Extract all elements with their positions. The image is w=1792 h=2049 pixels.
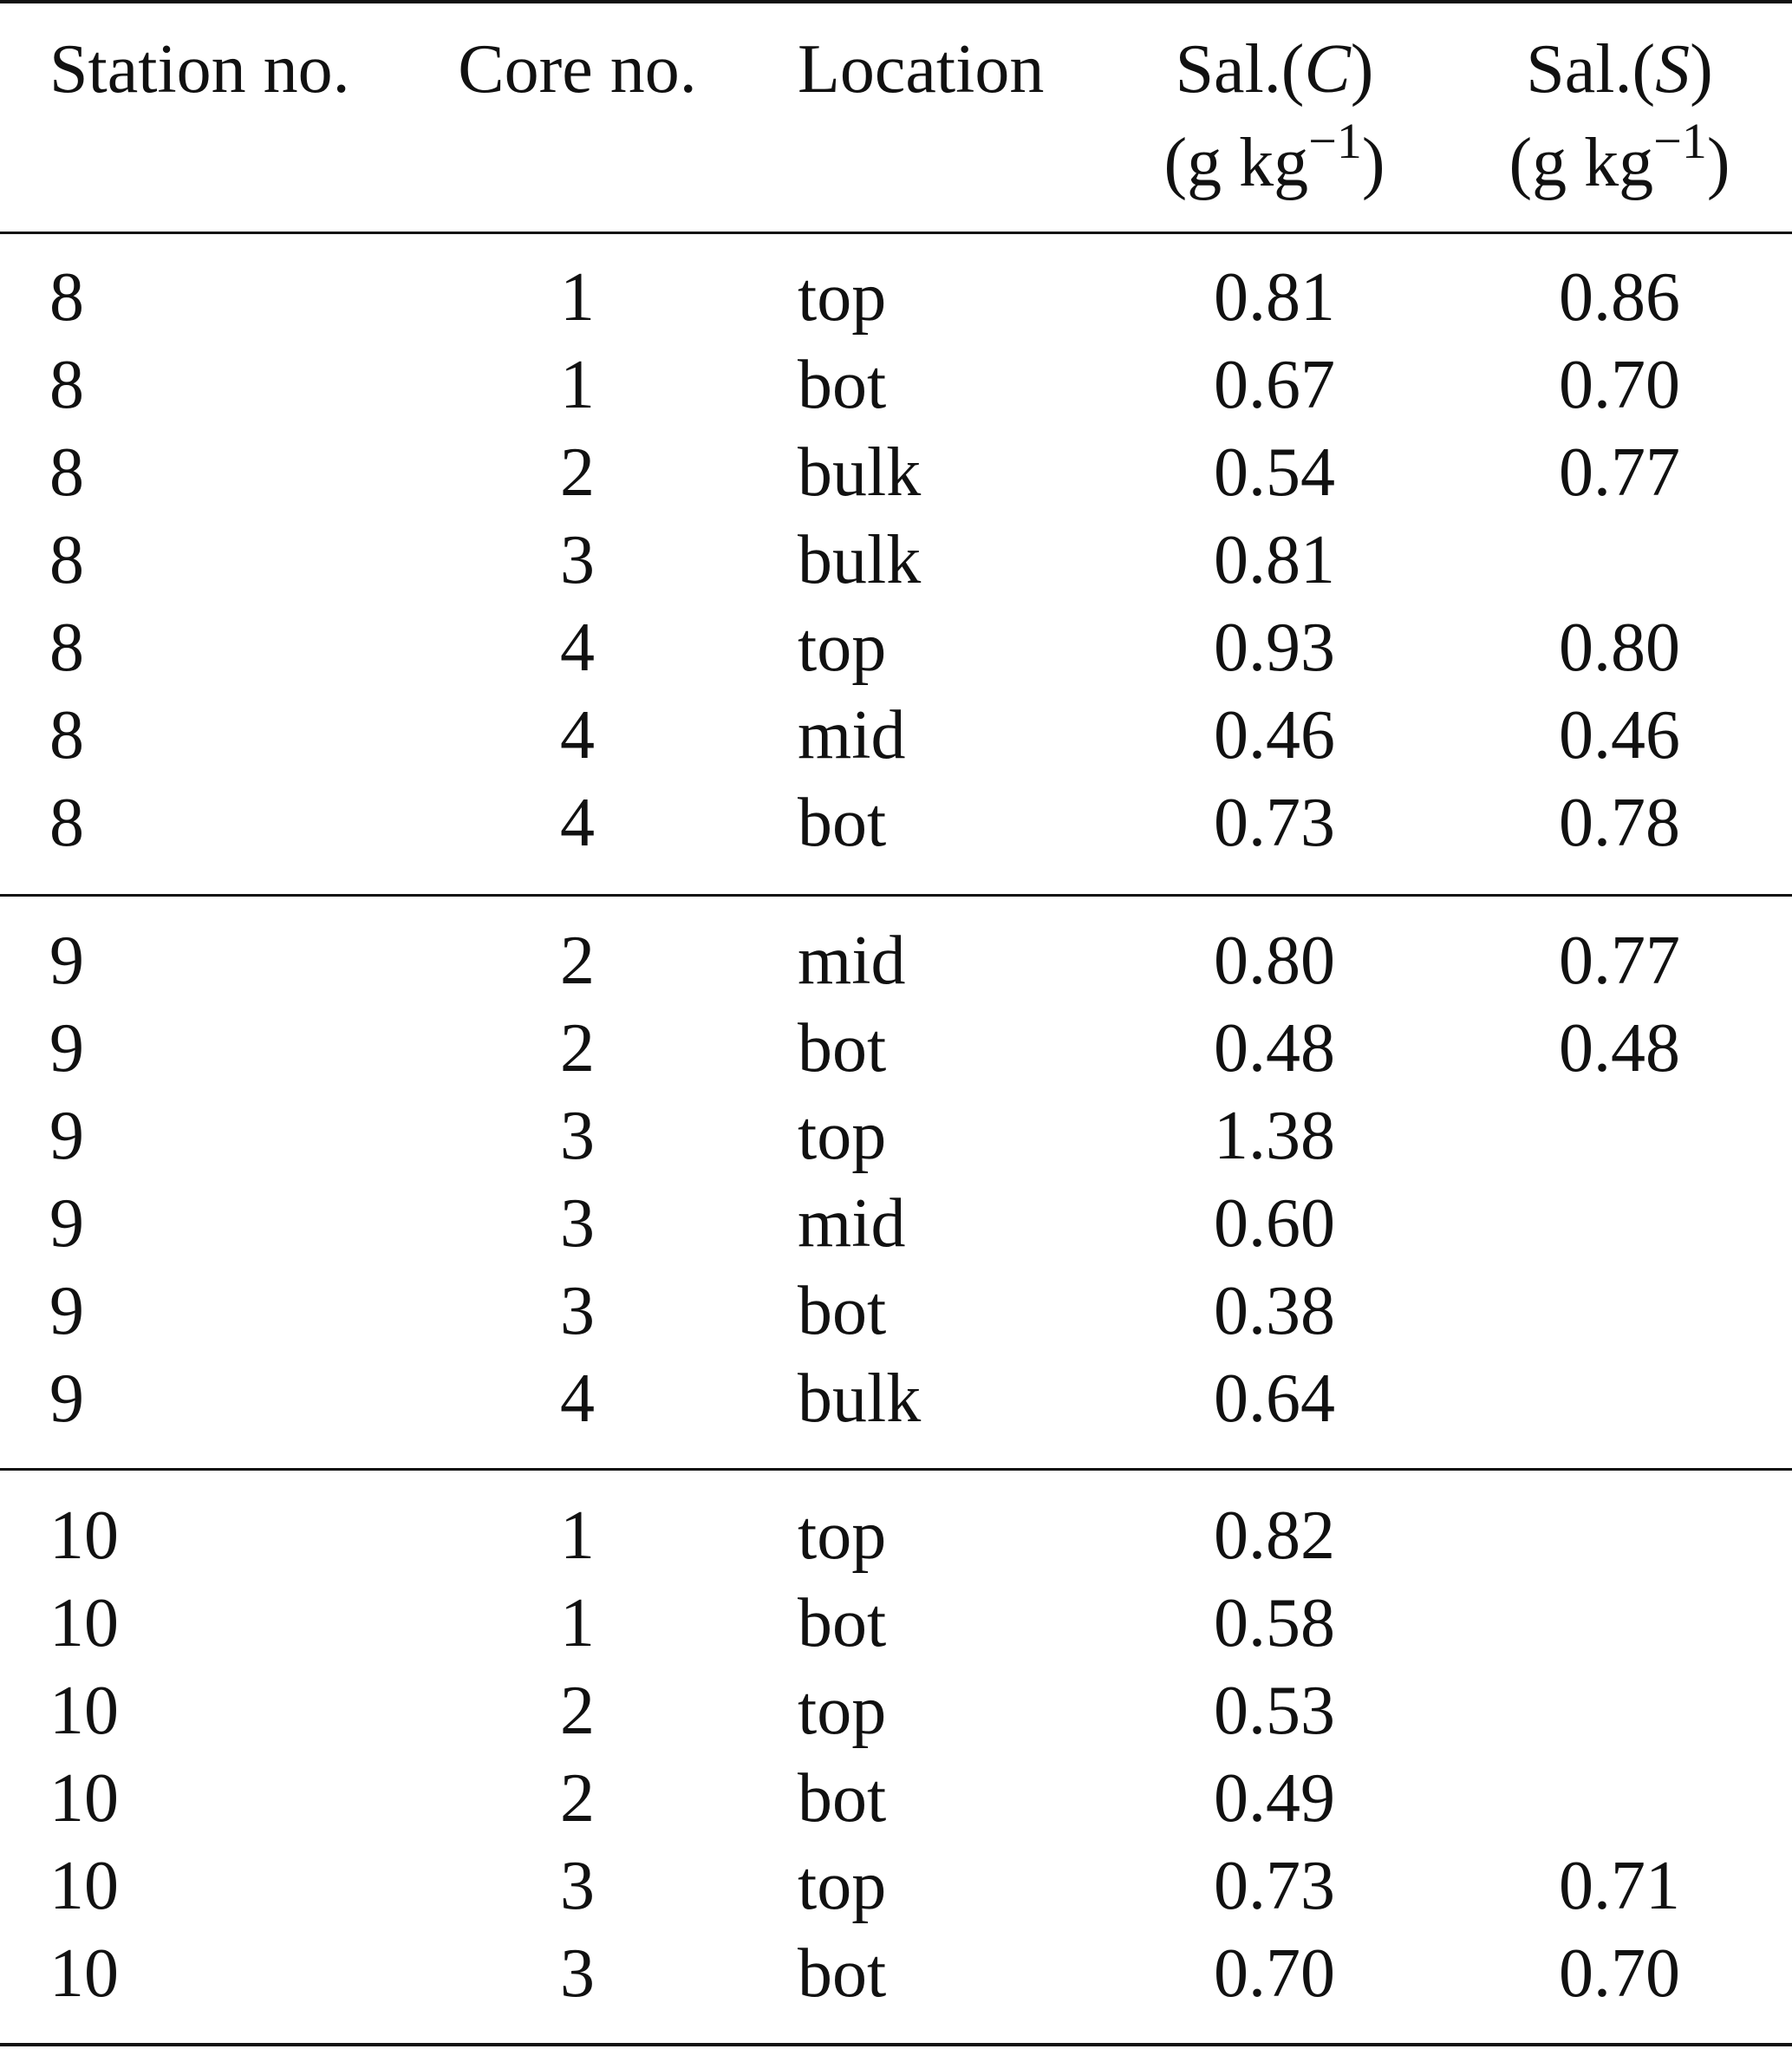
cell-location: [798, 522, 922, 598]
cell-station-text: 8: [49, 259, 84, 336]
cell-core-text: 3: [560, 1273, 595, 1349]
cell-location: [798, 923, 906, 999]
cell-location-text: bot: [798, 1935, 887, 2012]
cell-location: [798, 1361, 922, 1437]
cell-location-text: top: [798, 1673, 887, 1749]
cell-sal-c-text: 0.81: [1214, 522, 1335, 598]
cell-location-text: bot: [798, 347, 887, 423]
cell-core-text: 4: [560, 1361, 595, 1437]
cell-station-text: 10: [49, 1498, 119, 1574]
cell-location: [798, 259, 887, 336]
cell-sal-s-text: 0.70: [1559, 1935, 1680, 2012]
cell-station-text: 9: [49, 1273, 84, 1349]
cell-station: [49, 522, 84, 598]
cell-location: [798, 1185, 906, 1262]
cell-location-text: bot: [798, 1010, 887, 1086]
cell-core-text: 4: [560, 697, 595, 773]
cell-sal-c-text: 0.82: [1214, 1498, 1335, 1574]
cell-core-text: 3: [560, 1848, 595, 1924]
cell-station-text: 8: [49, 347, 84, 423]
header-station: Station no.: [49, 31, 350, 108]
cell-core-text: 3: [560, 1098, 595, 1174]
cell-station-text: 10: [49, 1935, 119, 2012]
cell-station: [49, 1585, 119, 1661]
cell-core-text: 2: [560, 1760, 595, 1837]
cell-station: [49, 434, 84, 511]
cell-sal-c-text: 0.54: [1214, 434, 1335, 511]
cell-core-text: 1: [560, 259, 595, 336]
cell-location-text: bot: [798, 1585, 887, 1661]
cell-sal-c-text: 0.49: [1214, 1760, 1335, 1837]
cell-sal-c-text: 1.38: [1214, 1098, 1335, 1174]
cell-station: [49, 785, 84, 861]
cell-sal-c-text: 0.67: [1214, 347, 1335, 423]
cell-station: [49, 610, 84, 686]
cell-station: [49, 1361, 84, 1437]
cell-location: [798, 1848, 887, 1924]
cell-station-text: 10: [49, 1673, 119, 1749]
cell-location: [798, 1498, 887, 1574]
cell-station-text: 8: [49, 522, 84, 598]
cell-sal-s-text: 0.77: [1559, 923, 1680, 999]
cell-sal-s-text: 0.48: [1559, 1010, 1680, 1086]
cell-location-text: bot: [798, 785, 887, 861]
cell-station-text: 9: [49, 1185, 84, 1262]
cell-station-text: 9: [49, 1010, 84, 1086]
cell-station: [49, 259, 84, 336]
cell-sal-s-text: 0.46: [1559, 697, 1680, 773]
cell-station: [49, 1185, 84, 1262]
cell-sal-c-text: 0.46: [1214, 697, 1335, 773]
cell-location: [798, 1673, 887, 1749]
cell-location: [798, 347, 887, 423]
cell-location-text: mid: [798, 923, 906, 999]
cell-sal-c-text: 0.80: [1214, 923, 1335, 999]
cell-station: [49, 1273, 84, 1349]
cell-core-text: 2: [560, 434, 595, 511]
cell-sal-s-text: 0.70: [1559, 347, 1680, 423]
cell-location-text: top: [798, 610, 887, 686]
cell-location-text: top: [798, 1848, 887, 1924]
cell-station: [49, 1010, 84, 1086]
cell-core-text: 1: [560, 1585, 595, 1661]
cell-station: [49, 1760, 119, 1837]
cell-station-text: 8: [49, 785, 84, 861]
cell-location: [798, 1935, 887, 2012]
cell-station: [49, 347, 84, 423]
cell-location: [798, 1098, 887, 1174]
cell-location-text: bot: [798, 1273, 887, 1349]
cell-sal-c-text: 0.81: [1214, 259, 1335, 336]
cell-location: [798, 1273, 887, 1349]
cell-core-text: 1: [560, 1498, 595, 1574]
header-location: Location: [798, 31, 1045, 108]
cell-station: [49, 1098, 84, 1174]
cell-core-text: 4: [560, 785, 595, 861]
cell-sal-c-text: 0.64: [1214, 1361, 1335, 1437]
cell-station-text: 8: [49, 697, 84, 773]
cell-core-text: 2: [560, 1673, 595, 1749]
cell-station-text: 10: [49, 1760, 119, 1837]
cell-location: [798, 697, 906, 773]
cell-core-text: 1: [560, 347, 595, 423]
cell-sal-c-text: 0.93: [1214, 610, 1335, 686]
cell-location-text: mid: [798, 697, 906, 773]
cell-sal-c-text: 0.70: [1214, 1935, 1335, 2012]
table-bottom-rule: [0, 2043, 1792, 2046]
cell-sal-c-text: 0.53: [1214, 1673, 1335, 1749]
cell-station-text: 10: [49, 1848, 119, 1924]
cell-core-text: 3: [560, 1185, 595, 1262]
cell-sal-c-text: 0.73: [1214, 1848, 1335, 1924]
cell-sal-c-text: 0.58: [1214, 1585, 1335, 1661]
cell-location: [798, 1585, 887, 1661]
cell-station-text: 9: [49, 1098, 84, 1174]
cell-station: [49, 923, 84, 999]
cell-sal-c-text: 0.48: [1214, 1010, 1335, 1086]
cell-sal-s-text: 0.78: [1559, 785, 1680, 861]
cell-station: [49, 1673, 119, 1749]
cell-station: [49, 1498, 119, 1574]
cell-location-text: top: [798, 1098, 887, 1174]
cell-sal-s-text: 0.77: [1559, 434, 1680, 511]
cell-location: [798, 1010, 887, 1086]
cell-sal-s-text: 0.71: [1559, 1848, 1680, 1924]
cell-station: [49, 1935, 119, 2012]
cell-location-text: bulk: [798, 522, 922, 598]
cell-location: [798, 610, 887, 686]
cell-station-text: 9: [49, 1361, 84, 1437]
cell-location-text: top: [798, 1498, 887, 1574]
cell-station-text: 8: [49, 434, 84, 511]
cell-station: [49, 697, 84, 773]
group-divider-rule: [0, 1468, 1792, 1471]
cell-sal-c-text: 0.73: [1214, 785, 1335, 861]
cell-core-text: 4: [560, 610, 595, 686]
group-divider-rule: [0, 894, 1792, 897]
cell-location-text: bot: [798, 1760, 887, 1837]
cell-station-text: 8: [49, 610, 84, 686]
cell-sal-s-text: 0.80: [1559, 610, 1680, 686]
table-top-rule: [0, 0, 1792, 3]
cell-location-text: mid: [798, 1185, 906, 1262]
cell-sal-c-text: 0.60: [1214, 1185, 1335, 1262]
cell-core-text: 2: [560, 923, 595, 999]
cell-location-text: bulk: [798, 1361, 922, 1437]
cell-core-text: 3: [560, 522, 595, 598]
cell-core-text: 3: [560, 1935, 595, 2012]
cell-location-text: bulk: [798, 434, 922, 511]
cell-station: [49, 1848, 119, 1924]
cell-station-text: 9: [49, 923, 84, 999]
cell-core-text: 2: [560, 1010, 595, 1086]
cell-station-text: 10: [49, 1585, 119, 1661]
cell-location: [798, 434, 922, 511]
header-bottom-rule: [0, 232, 1792, 234]
cell-location: [798, 785, 887, 861]
cell-location-text: top: [798, 259, 887, 336]
cell-location: [798, 1760, 887, 1837]
cell-sal-s-text: 0.86: [1559, 259, 1680, 336]
cell-sal-c-text: 0.38: [1214, 1273, 1335, 1349]
